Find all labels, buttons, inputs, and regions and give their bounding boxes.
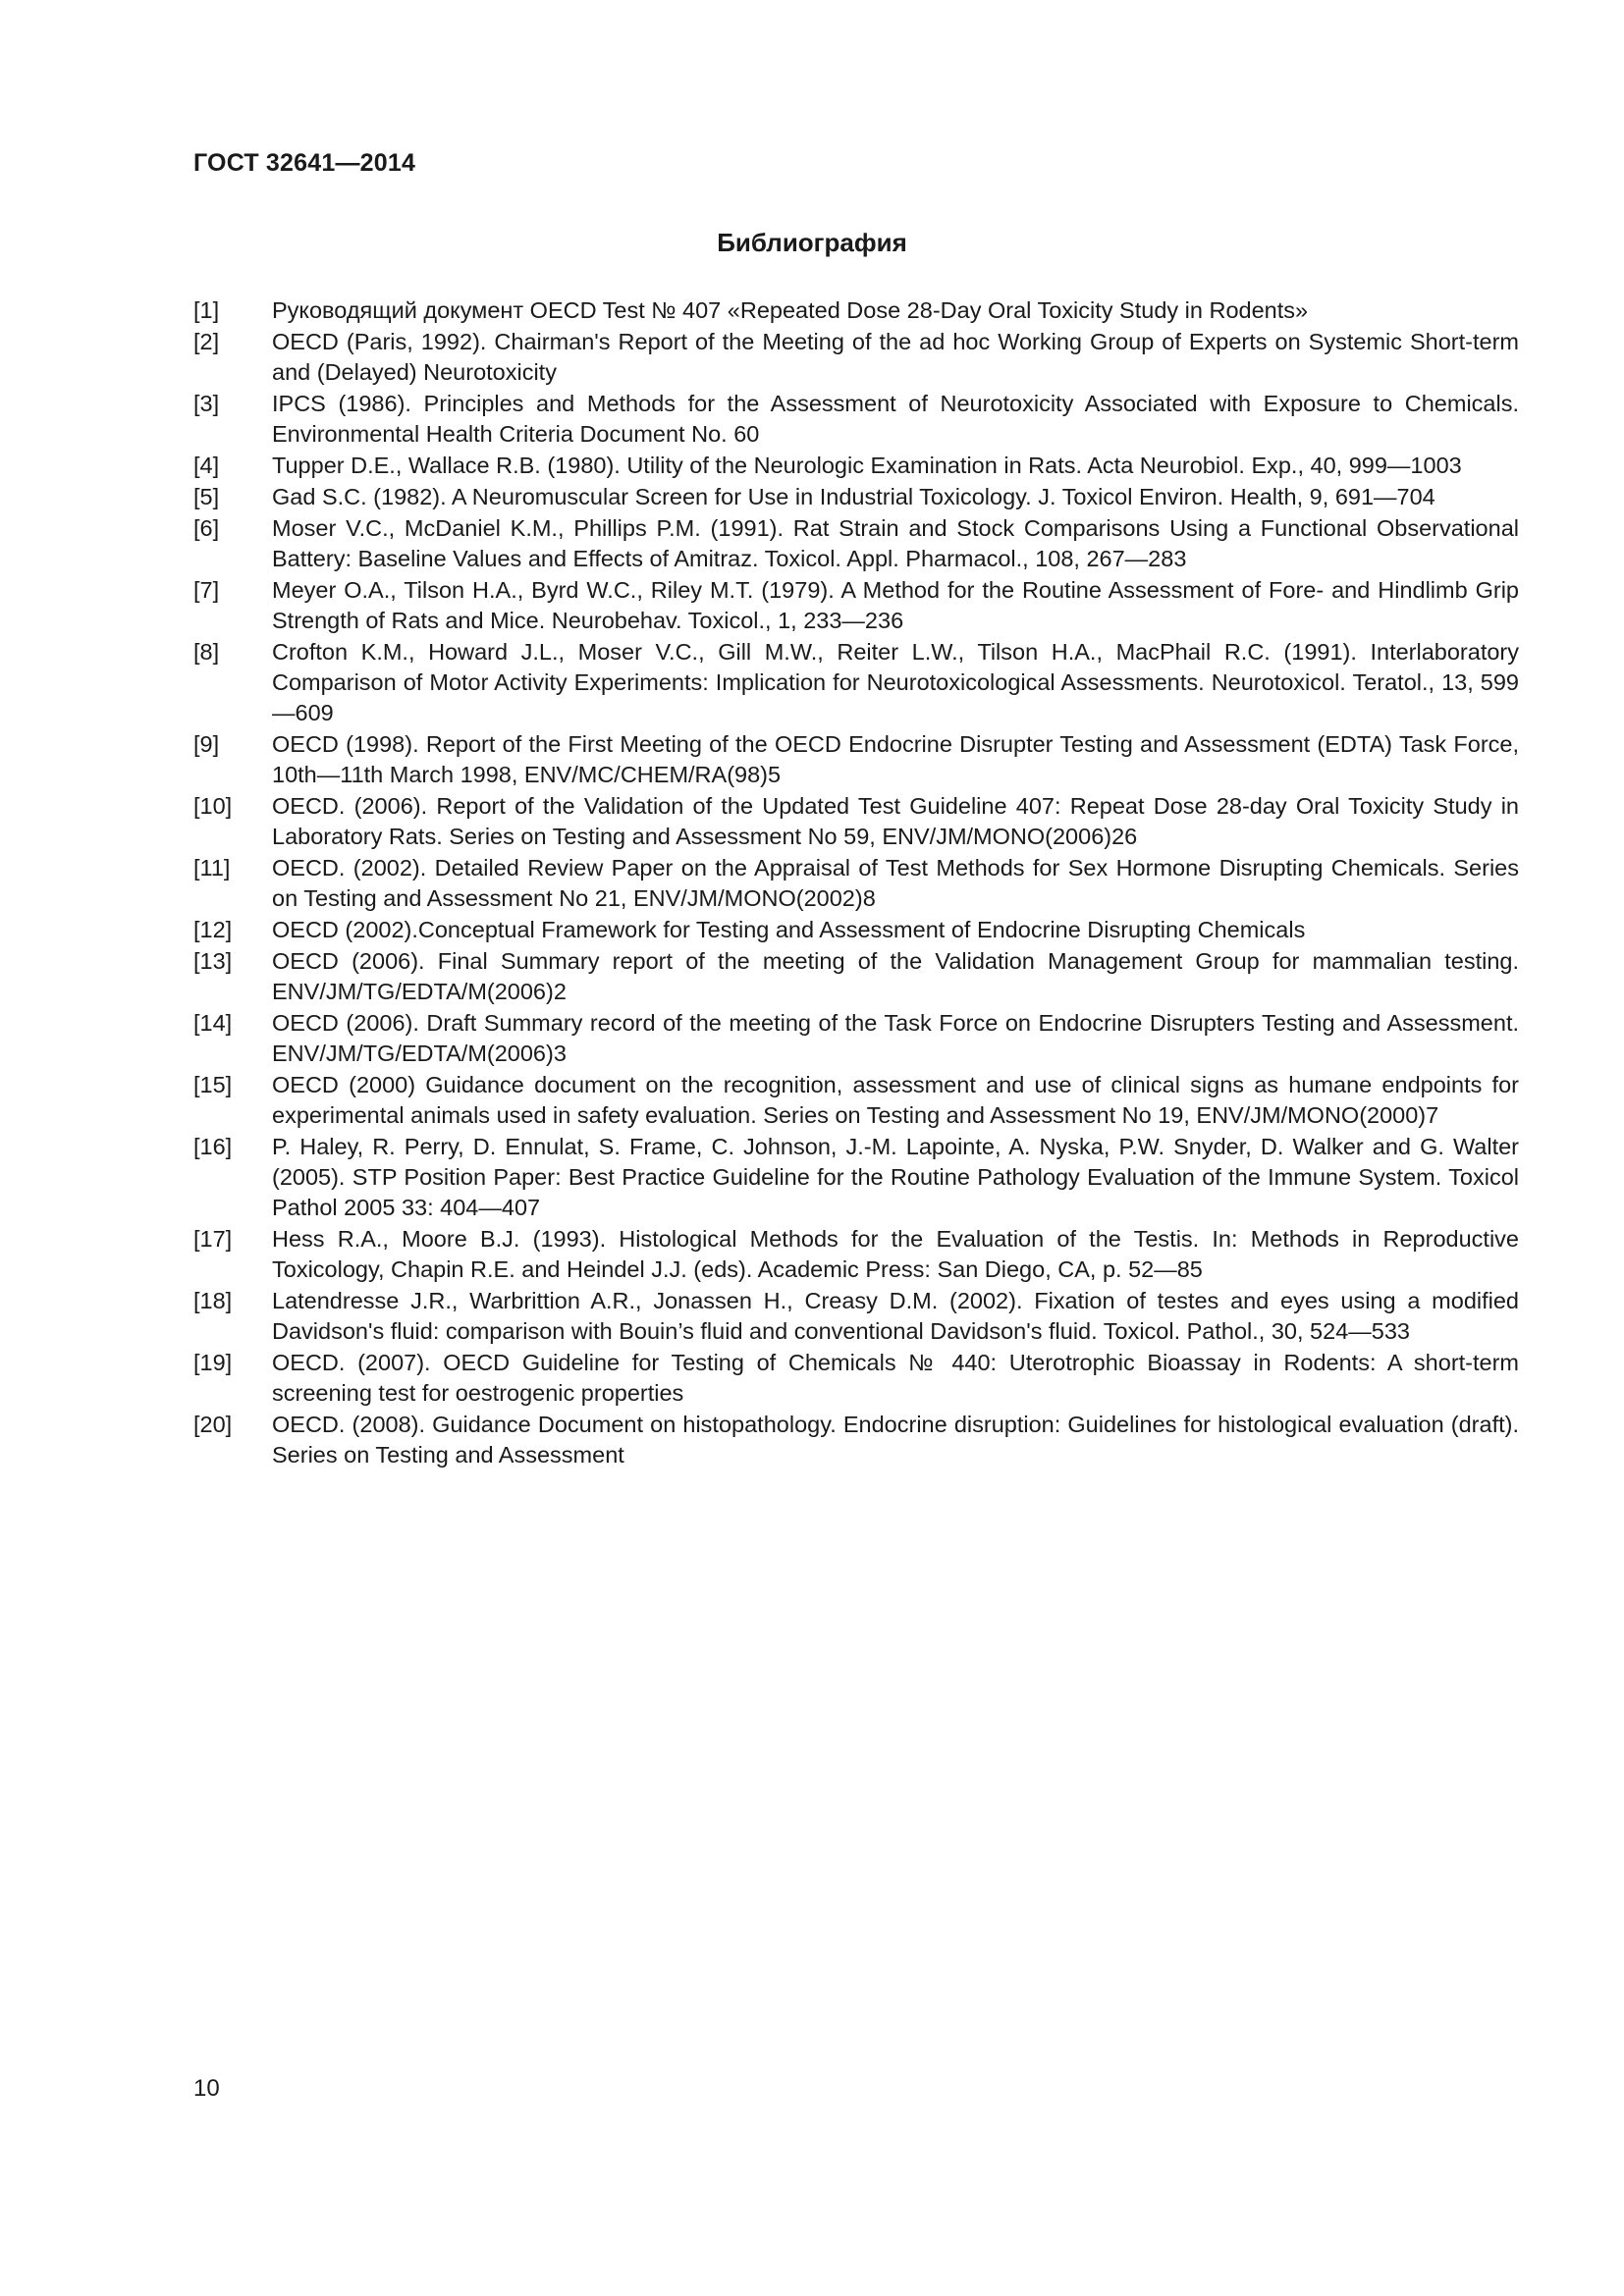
reference-text: OECD. (2006). Report of the Validation of the Updated Test Guideline 407: Repeat Dose 28-day Oral Toxicity Study in Laboratory Rats. Series on Testing and Assessment No 59, ENV/JM/MONO(2006)26	[272, 793, 1519, 849]
reference-item	[193, 853, 1519, 914]
reference-number: [12]	[193, 917, 233, 942]
reference-number: [7]	[193, 577, 220, 603]
reference-text: OECD (1998). Report of the First Meeting of the OECD Endocrine Disrupter Testing and Assessment (EDTA) Task Force, 10th—11th March 1998, ENV/MC/CHEM/RA(98)5	[272, 731, 1519, 787]
reference-item	[193, 915, 1519, 945]
reference-item	[193, 791, 1519, 852]
reference-text: Hess R.A., Moore B.J. (1993). Histological Methods for the Evaluation of the Testis. In: Methods in Reproductive Toxicology, Chapin R.E. and Heindel J.J. (eds). Academic Press: San Diego, CA, p. 52—85	[272, 1226, 1519, 1282]
reference-item	[193, 451, 1519, 481]
reference-number: [5]	[193, 484, 220, 509]
reference-number: [13]	[193, 948, 233, 974]
bibliography-list	[193, 295, 1519, 1471]
reference-item	[193, 1132, 1519, 1223]
reference-number: [6]	[193, 515, 220, 541]
reference-text: Meyer O.A., Tilson H.A., Byrd W.C., Riley M.T. (1979). A Method for the Routine Assessment of Fore- and Hindlimb Grip Strength of Rats and Mice. Neurobehav. Toxicol., 1, 233—236	[272, 577, 1519, 633]
reference-text: OECD (2000) Guidance document on the recognition, assessment and use of clinical signs as humane endpoints for experimental animals used in safety evaluation. Series on Testing and Assessment No 19, ENV/JM/MONO(2000)7	[272, 1072, 1519, 1128]
reference-number: [19]	[193, 1350, 233, 1375]
section-title: Библиография	[717, 228, 907, 257]
reference-number: [9]	[193, 731, 220, 757]
reference-number: [4]	[193, 453, 220, 478]
reference-number: [20]	[193, 1412, 233, 1437]
reference-item	[193, 389, 1519, 450]
reference-item	[193, 946, 1519, 1007]
reference-item	[193, 637, 1519, 728]
reference-text: Crofton K.M., Howard J.L., Moser V.C., Gill M.W., Reiter L.W., Tilson H.A., MacPhail R.C. (1991). Interlaboratory Comparison of Motor Activity Experiments: Implication for Neurotoxicological Assessments. Neurotoxicol. Teratol., 13, 599—609	[272, 639, 1519, 725]
reference-text: OECD (2002).Conceptual Framework for Testing and Assessment of Endocrine Disrupting Chemicals	[272, 917, 1306, 942]
reference-item	[193, 1224, 1519, 1285]
reference-item	[193, 295, 1519, 326]
reference-text: Latendresse J.R., Warbrittion A.R., Jonassen H., Creasy D.M. (2002). Fixation of testes and eyes using a modified Davidson's fluid: comparison with Bouin’s fluid and conventional Davidson's fluid. Toxicol. Pathol., 30, 524—533	[272, 1288, 1519, 1344]
reference-text: IPCS (1986). Principles and Methods for the Assessment of Neurotoxicity Associated with Exposure to Chemicals. Environmental Health Criteria Document No. 60	[272, 391, 1519, 447]
reference-item	[193, 513, 1519, 574]
reference-text: Moser V.C., McDaniel K.M., Phillips P.M. (1991). Rat Strain and Stock Comparisons Using a Functional Observational Battery: Baseline Values and Effects of Amitraz. Toxicol. Appl. Pharmacol., 108, 267—283	[272, 515, 1519, 571]
reference-text: Gad S.C. (1982). A Neuromuscular Screen for Use in Industrial Toxicology. J. Toxicol Environ. Health, 9, 691—704	[272, 484, 1435, 509]
reference-number: [2]	[193, 329, 220, 354]
reference-item	[193, 327, 1519, 388]
reference-number: [1]	[193, 297, 220, 323]
reference-number: [11]	[193, 855, 231, 881]
reference-number: [15]	[193, 1072, 233, 1097]
reference-item	[193, 729, 1519, 790]
reference-text: P. Haley, R. Perry, D. Ennulat, S. Frame, C. Johnson, J.-M. Lapointe, A. Nyska, P.W. Snyder, D. Walker and G. Walter (2005). STP Position Paper: Best Practice Guideline for the Routine Pathology Evaluation of the Immune System. Toxicol Pathol 2005 33: 404—407	[272, 1134, 1519, 1220]
reference-item	[193, 482, 1519, 512]
reference-text: OECD. (2008). Guidance Document on histopathology. Endocrine disruption: Guidelines for histological evaluation (draft). Series on Testing and Assessment	[272, 1412, 1519, 1468]
reference-number: [17]	[193, 1226, 233, 1252]
reference-text: OECD (Paris, 1992). Chairman's Report of the Meeting of the ad hoc Working Group of Experts on Systemic Short-term and (Delayed) Neurotoxicity	[272, 329, 1519, 385]
reference-number: [18]	[193, 1288, 233, 1313]
reference-text: OECD. (2002). Detailed Review Paper on the Appraisal of Test Methods for Sex Hormone Disrupting Chemicals. Series on Testing and Assessment No 21, ENV/JM/MONO(2002)8	[272, 855, 1519, 911]
reference-text: OECD. (2007). OECD Guideline for Testing of Chemicals № 440: Uterotrophic Bioassay in Rodents: A short-term screening test for oestrogenic properties	[272, 1350, 1519, 1406]
reference-text: OECD (2006). Final Summary report of the meeting of the Validation Management Group for mammalian testing. ENV/JM/TG/EDTA/M(2006)2	[272, 948, 1519, 1004]
reference-number: [3]	[193, 391, 220, 416]
reference-item	[193, 1286, 1519, 1347]
page-number: 10	[193, 2075, 220, 2102]
reference-item	[193, 1410, 1519, 1470]
reference-item	[193, 1070, 1519, 1131]
document-code: ГОСТ 32641—2014	[193, 149, 416, 177]
reference-number: [8]	[193, 639, 220, 665]
reference-item	[193, 1348, 1519, 1409]
reference-text: Руководящий документ OECD Test № 407 «Repeated Dose 28-Day Oral Toxicity Study in Rodents»	[272, 297, 1309, 323]
reference-number: [14]	[193, 1010, 233, 1036]
reference-text: Tupper D.E., Wallace R.B. (1980). Utility of the Neurologic Examination in Rats. Acta Neurobiol. Exp., 40, 999—1003	[272, 453, 1462, 478]
reference-item	[193, 575, 1519, 636]
reference-number: [16]	[193, 1134, 233, 1159]
reference-item	[193, 1008, 1519, 1069]
reference-number: [10]	[193, 793, 233, 819]
reference-text: OECD (2006). Draft Summary record of the meeting of the Task Force on Endocrine Disrupters Testing and Assessment. ENV/JM/TG/EDTA/M(2006)3	[272, 1010, 1519, 1066]
